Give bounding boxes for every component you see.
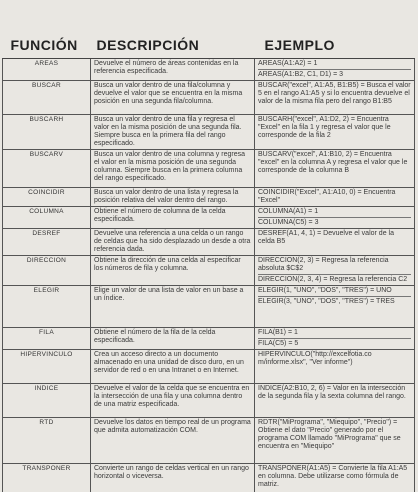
example-cell bbox=[255, 228, 415, 255]
table-row bbox=[3, 349, 415, 383]
description-cell: Devuelve el valor de la celda que se encuentra en la intersección de una fila y una columna dentro de una matriz especificada. bbox=[91, 383, 255, 417]
example-text: TRANSPONER(A1:A5) = Convierte la fila A1:A5 en columna. Debe utilizarse como fórmula de matriz. bbox=[258, 464, 408, 488]
header-descripcion: DESCRIPCIÓN bbox=[91, 32, 255, 58]
function-name-cell: ELEGIR bbox=[3, 285, 91, 327]
example-cell bbox=[255, 463, 415, 492]
description-cell: Busca un valor dentro de una fila y regresa el valor en la misma posición de una segunda fila. Siempre busca en la primera fila del rango especificado. bbox=[91, 114, 255, 149]
example-cell bbox=[255, 255, 415, 285]
table-row bbox=[3, 417, 415, 463]
example-cell bbox=[255, 114, 415, 149]
table-header-row bbox=[3, 32, 415, 58]
example-cell bbox=[255, 187, 415, 206]
example-text: FILA(B1) = 1 bbox=[258, 328, 298, 336]
function-name-cell: COINCIDIR bbox=[3, 187, 91, 206]
description-cell: Devuelve los datos en tiempo real de un programa que admita automatización COM. bbox=[91, 417, 255, 463]
description-cell: Busca un valor dentro de una lista y regresa la posición relativa del valor dentro del rango. bbox=[91, 187, 255, 206]
function-name-cell: FILA bbox=[3, 327, 91, 349]
example-text: INDICE(A2:B10, 2, 6) = Valor en la intersección de la segunda fila y la sexta columna del rango. bbox=[258, 384, 406, 400]
function-name-cell: DESREF bbox=[3, 228, 91, 255]
function-name-cell: BUSCARV bbox=[3, 149, 91, 187]
example-cell bbox=[255, 383, 415, 417]
function-name-cell: BUSCAR bbox=[3, 80, 91, 114]
example-text: COLUMNA(C5) = 3 bbox=[258, 217, 411, 227]
example-text: BUSCARV("excel", A1:B10, 2) = Encuentra "excel" en la columna A y regresa el valor que le corresponde de la columna B bbox=[258, 150, 408, 174]
example-cell bbox=[255, 285, 415, 327]
description-cell: Busca un valor dentro de una fila/columna y devuelve el valor que se encuentra en la misma posición en una segunda fila/columna. bbox=[91, 80, 255, 114]
table-row bbox=[3, 327, 415, 349]
table-row bbox=[3, 58, 415, 80]
example-text: AREAS(A1:B2, C1, D1) = 3 bbox=[258, 69, 411, 79]
description-cell: Crea un acceso directo a un documento almacenado en una unidad de disco duro, en un servidor de red o en una Intranet o en Internet. bbox=[91, 349, 255, 383]
example-text: RDTR("MiPrograma", "Miequipo", "Precio") = Obtiene el dato "Precio" generado por el programa COM llamado "MiPrograma" que se encuentra en "Miequipo" bbox=[258, 418, 401, 450]
example-text: FILA(C5) = 5 bbox=[258, 338, 411, 348]
function-name-cell: RTD bbox=[3, 417, 91, 463]
example-text: DESREF(A1, 4, 1) = Devuelve el valor de la celda B5 bbox=[258, 229, 394, 245]
table-row bbox=[3, 228, 415, 255]
example-cell bbox=[255, 149, 415, 187]
table-row bbox=[3, 80, 415, 114]
description-cell: Busca un valor dentro de una columna y regresa el valor en la misma posición de una segunda columna. Siempre busca en la primera columna del rango especificado. bbox=[91, 149, 255, 187]
example-text: ELEGIR(1, "UNO", "DOS", "TRES") = UNO bbox=[258, 286, 392, 294]
example-text: HIPERVINCULO("http://excelfotia.co m/informe.xlsx", "Ver informe") bbox=[258, 350, 372, 366]
example-text: DIRECCION(2, 3, 4) = Regresa la referencia C2 bbox=[258, 274, 411, 284]
functions-table bbox=[2, 32, 415, 492]
example-cell bbox=[255, 58, 415, 80]
example-text: BUSCAR("excel", A1:A5, B1:B5) = Busca el valor 5 en el rango A1:A5 y si lo encuentra devuelve el valor de la misma fila pero del rango B1:B5 bbox=[258, 81, 411, 105]
description-cell: Devuelve el número de áreas contenidas en la referencia especificada. bbox=[91, 58, 255, 80]
function-name-cell: AREAS bbox=[3, 58, 91, 80]
table-row bbox=[3, 255, 415, 285]
description-cell: Obtiene la dirección de una celda al especificar los números de fila y columna. bbox=[91, 255, 255, 285]
function-name-cell: COLUMNA bbox=[3, 206, 91, 228]
header-ejemplo: EJEMPLO bbox=[255, 32, 415, 58]
function-name-cell: INDICE bbox=[3, 383, 91, 417]
table-row bbox=[3, 187, 415, 206]
header-funcion: FUNCIÓN bbox=[3, 32, 91, 58]
example-text: AREAS(A1:A2) = 1 bbox=[258, 59, 318, 67]
function-name-cell: BUSCARH bbox=[3, 114, 91, 149]
description-cell: Devuelve una referencia a una celda o un rango de celdas que ha sido desplazado un desde a otra referencia dada. bbox=[91, 228, 255, 255]
example-text: ELEGIR(3, "UNO", "DOS", "TRES") = TRES bbox=[258, 296, 411, 306]
description-cell: Obtiene el número de la fila de la celda especificada. bbox=[91, 327, 255, 349]
table-row bbox=[3, 114, 415, 149]
example-text: COINCIDIR("Excel", A1:A10, 0) = Encuentra "Excel" bbox=[258, 188, 396, 204]
table-row bbox=[3, 463, 415, 492]
description-cell: Elige un valor de una lista de valor en un base a un índice. bbox=[91, 285, 255, 327]
description-cell: Obtiene el número de columna de la celda especificada. bbox=[91, 206, 255, 228]
example-text: COLUMNA(A1) = 1 bbox=[258, 207, 319, 215]
example-cell bbox=[255, 80, 415, 114]
example-text: DIRECCION(2, 3) = Regresa la referencia absoluta $C$2 bbox=[258, 256, 389, 272]
example-cell bbox=[255, 206, 415, 228]
example-cell bbox=[255, 349, 415, 383]
table-row bbox=[3, 206, 415, 228]
table-row bbox=[3, 383, 415, 417]
function-name-cell: HIPERVINCULO bbox=[3, 349, 91, 383]
function-name-cell: DIRECCION bbox=[3, 255, 91, 285]
table-row bbox=[3, 149, 415, 187]
example-text: BUSCARH("excel", A1:D2, 2) = Encuentra "Excel" en la fila 1 y regresa el valor que le corresponde de la fila 2 bbox=[258, 115, 391, 139]
description-cell: Convierte un rango de celdas vertical en un rango horizontal o viceversa. bbox=[91, 463, 255, 492]
function-name-cell: TRANSPONER bbox=[3, 463, 91, 492]
example-cell bbox=[255, 417, 415, 463]
example-cell bbox=[255, 327, 415, 349]
table-row bbox=[3, 285, 415, 327]
